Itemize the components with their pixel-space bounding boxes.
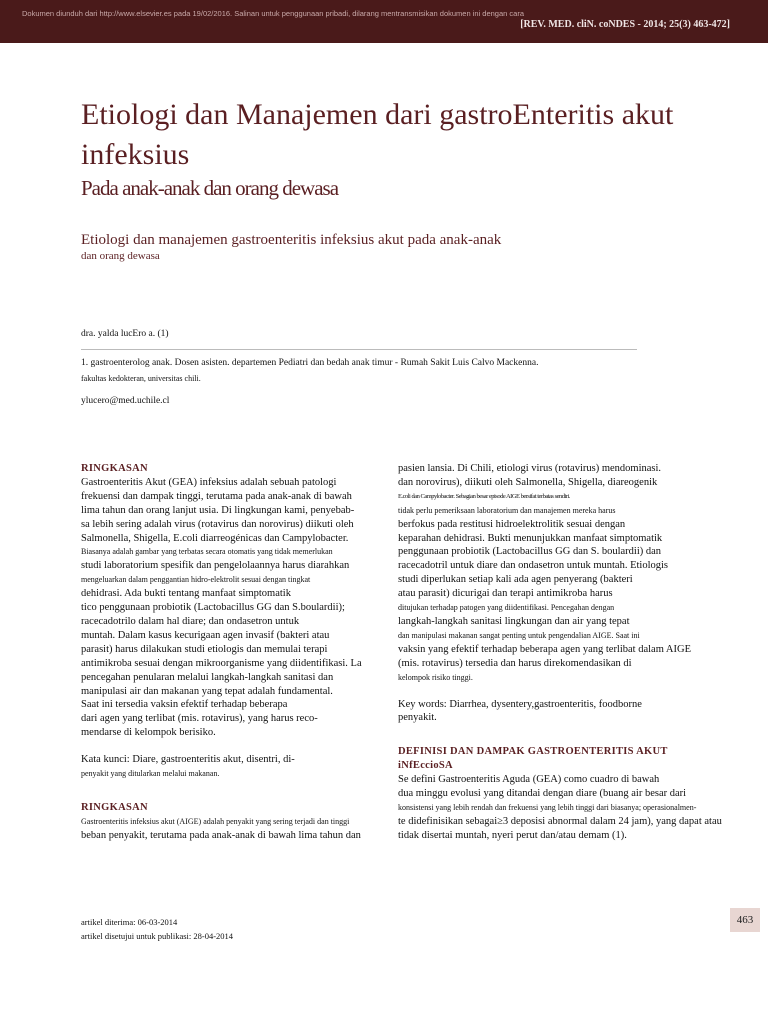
article-title: Etiologi dan Manajemen dari gastroEnteritis akut infeksius [81, 98, 674, 171]
author: dra. yalda lucEro a. (1) [81, 329, 169, 339]
text-line: antimikroba sesuai dengan mikroorganisme yang diidentifikasi. La [81, 657, 362, 669]
accepted-date: artikel disetujui untuk publikasi: 28-04-2014 [81, 931, 234, 941]
text-line: Gastroenteritis infeksius akut (AIGE) adalah penyakit yang sering terjadi dan tinggi [81, 816, 350, 826]
text-line: tidak perlu pemeriksaan laboratorium dan manajemen mereka harus [398, 505, 616, 515]
text-line: tico penggunaan probiotik (Lactobacillus GG dan S.boulardii); [81, 602, 345, 614]
abstract-text [81, 476, 391, 740]
text-line: te didefinisikan sebagai≥3 deposisi abnormal dalam 24 jam), yang dapat atau [398, 815, 722, 827]
text-line: E.coli dan Campylobacter. Sebagian besar episode AIGE bersifat terbatas sendiri. [398, 492, 570, 500]
text-line: langkah-langkah sanitasi lingkungan dan air yang tepat [398, 615, 630, 627]
text-line: sa lebih sering adalah virus (rotavirus dan norovirus) diikuti oleh [81, 518, 354, 530]
text-line: penggunaan probiotik (Lactobacillus GG dan S. boulardii) dan [398, 546, 662, 558]
abstract-heading: RINGKASAN [81, 463, 148, 474]
spacer [81, 781, 391, 801]
section-heading-2: iNfEccioSA [398, 760, 453, 772]
text-line: berfokus pada restitusi hidroelektrolitik sesuai dengan [398, 518, 626, 530]
article-dates [81, 915, 233, 943]
text-line: keparahan dehidrasi. Bukti menunjukkan manfaat simptomatik [398, 532, 663, 544]
text-line: lima tahun dan orang lanjut usia. Di lingkungan kami, penyebab- [81, 504, 355, 516]
abstract-continued [398, 462, 730, 685]
text-line: frekuensi dan dampak tinggi, terutama pada anak-anak di bawah [81, 490, 352, 502]
received-date: artikel diterima: 06-03-2014 [81, 917, 178, 927]
english-title-line-1: Etiologi dan manajemen gastroenteritis infeksius akut pada anak-anak [81, 232, 502, 248]
text-line: Kata kunci: Diare, gastroenteritis akut, disentri, di- [81, 754, 295, 766]
text-line: Se defini Gastroenteritis Aguda (GEA) como cuadro di bawah [398, 774, 660, 786]
right-column [398, 462, 730, 843]
text-line: pencegahan penularan melalui langkah-langkah sanitasi dan [81, 671, 334, 683]
text-line: konsistensi yang lebih rendah dan frekuensi yang lebih tinggi dari biasanya; operasionalmen- [398, 802, 697, 812]
text-line: Gastroenteritis Akut (GEA) infeksius adalah sebuah patologi [81, 476, 337, 488]
text-line: mengeluarkan dalam penggantian hidro-elektrolit sesuai dengan tingkat [81, 575, 311, 585]
text-line: kelompok risiko tinggi. [398, 672, 473, 682]
english-title-line-2: dan orang dewasa [81, 250, 160, 262]
abstract-text-2 [81, 815, 391, 843]
keywords-id [81, 753, 391, 781]
text-line: mendarse di kelompok berisiko. [81, 727, 216, 739]
text-line: dari agen yang terlibat (mis. rotavirus), yang harus reco- [81, 713, 318, 725]
download-notice: Dokumen diunduh dari http://www.elsevier.es pada 19/02/2016. Salinan untuk penggunaan pribadi, dilarang mentransmisikan dokumen ini dengan cara [22, 9, 524, 18]
keywords-en [398, 698, 730, 726]
text-line: dan manipulasi makanan sangat penting untuk pengendalian AIGE. Saat ini [398, 630, 640, 640]
definition-text [398, 773, 730, 843]
spacer [398, 725, 730, 745]
text-line: dan norovirus), diikuti oleh Salmonella, Shigella, diareogenik [398, 476, 658, 488]
spacer [398, 685, 730, 698]
affiliation-line-1: 1. gastroenterolog anak. Dosen asisten. departemen Pediatri dan bedah anak timur - Rumah Sakit Luis Calvo Mackenna. [81, 358, 539, 368]
page-number: 463 [730, 908, 760, 932]
text-line: studi laboratorium spesifik dan pengelolaannya harus diarahkan [81, 560, 350, 572]
text-line: dua minggu evolusi yang ditandai dengan diare (buang air besar dari [398, 788, 687, 800]
text-line: Saat ini tersedia vaksin efektif terhadap beberapa [81, 699, 288, 711]
section-heading: DEFINISI DAN DAMPAK GASTROENTERITIS AKUT [398, 746, 668, 758]
text-line: penyakit yang ditularkan melalui makanan. [81, 769, 220, 779]
left-column [81, 462, 391, 843]
text-line: beban penyakit, terutama pada anak-anak di bawah lima tahun dan [81, 829, 361, 841]
abstract-heading-2: RINGKASAN [81, 801, 148, 813]
text-line: muntah. Dalam kasus kecurigaan agen invasif (bakteri atau [81, 629, 330, 641]
journal-header-bar [0, 0, 768, 43]
text-line: tidak disertai muntah, nyeri perut dan/atau demam (1). [398, 829, 627, 841]
text-line: dehidrasi. Ada bukti tentang manfaat simptomatik [81, 588, 291, 600]
affiliation-line-2: fakultas kedokteran, universitas chili. [81, 374, 201, 383]
spacer [81, 740, 391, 753]
divider [81, 349, 637, 350]
text-line: atau parasit) dicurigai dan terapi antimikroba harus [398, 588, 613, 600]
text-line: Key words: Diarrhea, dysentery,gastroenteritis, foodborne [398, 698, 642, 710]
affiliation [81, 356, 641, 386]
text-line: (mis. rotavirus) tersedia dan harus direkomendasikan di [398, 657, 632, 669]
article-subtitle: Pada anak-anak dan orang dewasa [81, 176, 339, 200]
text-line: Biasanya adalah gambar yang terbatas secara otomatis yang tidak memerlukan [81, 547, 333, 557]
author-email[interactable]: ylucero@med.uchile.cl [81, 396, 170, 406]
text-line: racecadotrilo dalam hal diare; dan ondasetron untuk [81, 615, 300, 627]
text-line: parasit) harus dilakukan studi etiologis dan memulai terapi [81, 643, 328, 655]
text-line: vaksin yang efektif terhadap beberapa agen yang terlibat dalam AIGE [398, 643, 692, 655]
text-line: racecadotril untuk diare dan ondasetron untuk muntah. Etiologis [398, 560, 669, 572]
text-line: ditujukan terhadap patogen yang diidentifikasi. Pencegahan dengan [398, 603, 615, 613]
text-line: manipulasi air dan makanan yang tepat adalah fundamental. [81, 685, 333, 697]
journal-citation: [REV. MED. cliN. coNDES - 2014; 25(3) 463-472] [520, 19, 730, 30]
text-line: pasien lansia. Di Chili, etiologi virus (rotavirus) mendominasi. [398, 463, 662, 474]
text-line: Salmonella, Shigella, E.coli diarreogénicas dan Campylobacter. [81, 532, 349, 544]
text-line: studi diperlukan setiap kali ada agen penyerang (bakteri [398, 574, 633, 586]
text-line: penyakit. [398, 712, 437, 724]
